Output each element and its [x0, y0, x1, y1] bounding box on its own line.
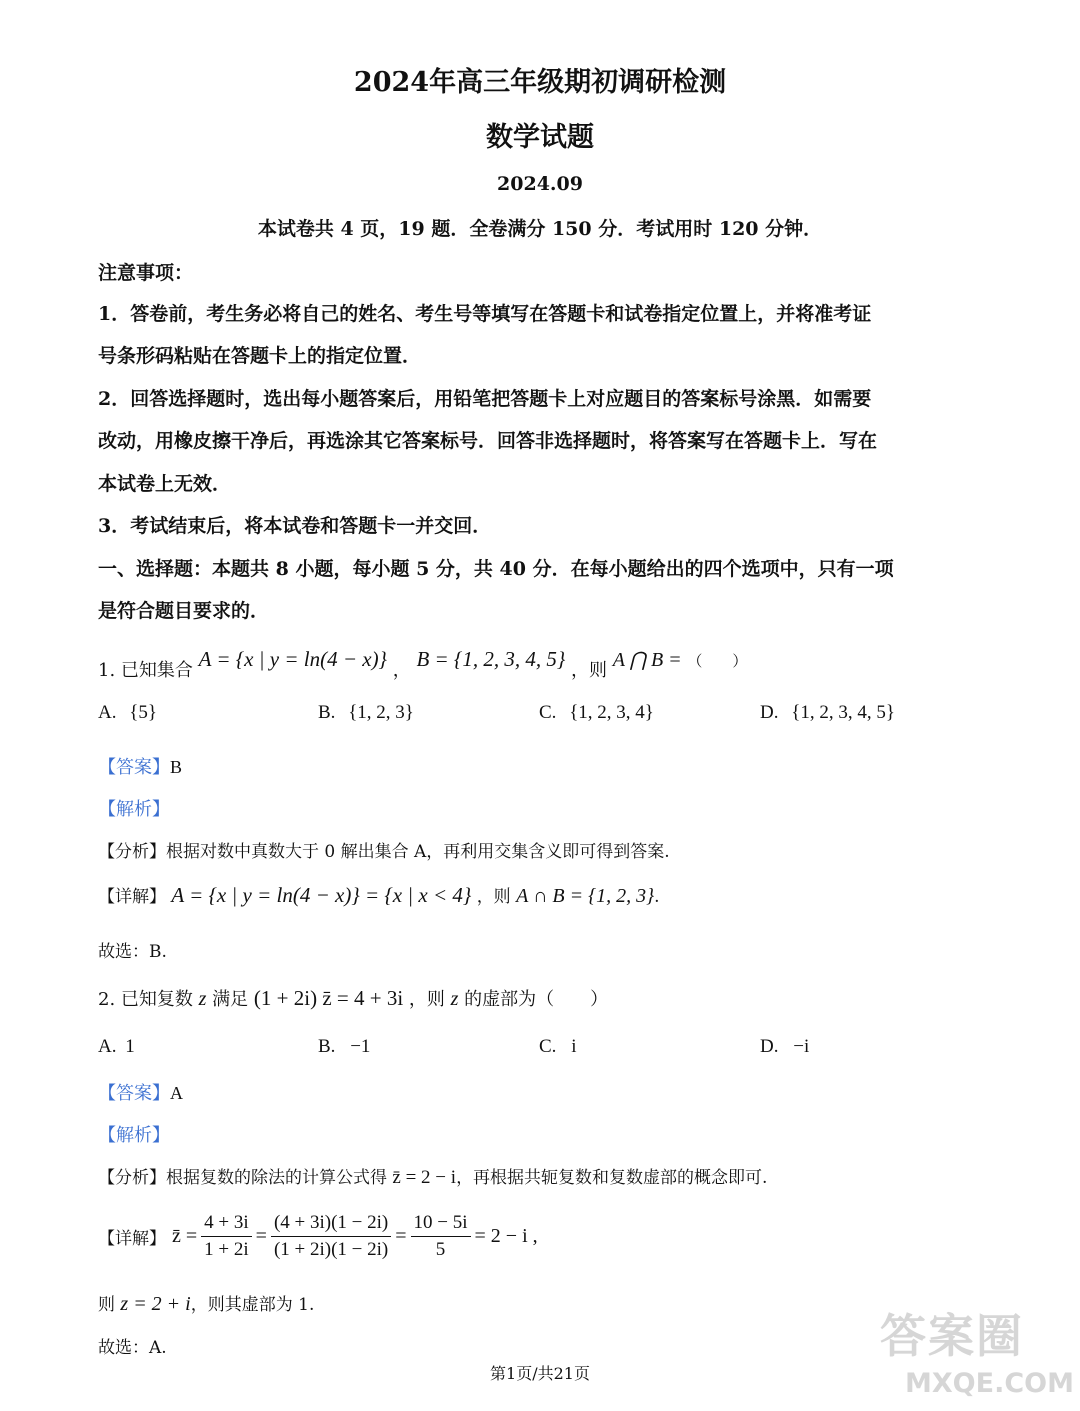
- q1-option-d[interactable]: [760, 702, 895, 724]
- q1-option-a-label: A.: [98, 702, 117, 723]
- notice-item3: 3．考试结束后，将本试卷和答题卡一并交回．: [98, 515, 492, 537]
- q2-option-d-label: D.: [760, 1036, 779, 1057]
- q1-comma: ，: [392, 660, 411, 681]
- q2-ask-pre: ，则: [408, 989, 445, 1010]
- q2-fraction-1-num: 4 + 3i: [201, 1212, 252, 1237]
- q2-then-expr: z = 2 + i: [120, 1293, 191, 1315]
- q1-option-b-value: {1, 2, 3}: [348, 702, 414, 723]
- q2-option-a-value: 1: [125, 1036, 135, 1057]
- section-heading-line1: 一、选择题：本题共 8 小题，每小题 5 分，共 40 分．在每小题给出的四个选项中，只有一项: [98, 558, 894, 580]
- q2-eq-sign-2: =: [395, 1224, 407, 1247]
- q2-option-c[interactable]: [539, 1036, 576, 1058]
- notice-item1-line1: 1．答卷前，考生务必将自己的姓名、考生号等填写在答题卡和试卷指定位置上，并将准考证: [98, 303, 872, 325]
- q1-option-c-label: C.: [539, 702, 557, 723]
- q2-fraction-3-num: 10 − 5i: [411, 1212, 471, 1237]
- q1-set-a: A = {x | y = ln(4 − x)}: [198, 647, 387, 671]
- q2-fenxi-post: ，再根据共轭复数和复数虚部的概念即可.: [456, 1168, 768, 1188]
- q2-fraction-2-num: (4 + 3i)(1 − 2i): [271, 1212, 391, 1237]
- q2-option-c-label: C.: [539, 1036, 557, 1057]
- q2-choose: 故选：A.: [98, 1338, 167, 1358]
- q2-option-b-value: −1: [350, 1036, 371, 1057]
- q1-fenxi-tag: 【分析】: [98, 842, 166, 862]
- exam-date: 2024.09: [497, 173, 583, 195]
- q2-analysis-tag: 【解析】: [98, 1125, 170, 1146]
- q1-option-b[interactable]: [318, 702, 414, 724]
- q2-answer: [98, 1079, 183, 1105]
- q1-analysis-tag: 【解析】: [98, 799, 170, 820]
- q2-lead: 2. 已知复数: [98, 989, 193, 1010]
- q2-option-c-value: i: [571, 1036, 577, 1057]
- q2-fenxi-tag: 【分析】: [98, 1168, 166, 1188]
- q2-fenxi-expr: z̄ = 2 − i: [392, 1167, 457, 1188]
- q1-detail: [98, 882, 660, 908]
- q2-detail: [98, 1205, 538, 1267]
- q2-equation: (1 + 2i) z̄ = 4 + 3i: [253, 986, 404, 1010]
- q1-option-d-label: D.: [760, 702, 779, 723]
- q2-z: z: [198, 988, 207, 1010]
- watermark-logo: 答案圈: [880, 1309, 1024, 1363]
- question-1-stem: [98, 646, 748, 681]
- q1-answer-tag: 【答案】: [98, 757, 170, 778]
- q1-option-c[interactable]: [539, 702, 654, 724]
- q2-answer-tag: 【答案】: [98, 1083, 170, 1104]
- q2-option-b-label: B.: [318, 1036, 336, 1057]
- q2-then: [98, 1290, 314, 1316]
- q2-option-b[interactable]: [318, 1036, 370, 1058]
- q1-detail-tag: 【详解】: [98, 887, 166, 907]
- q1-lead: 1. 已知集合: [98, 660, 193, 681]
- q2-option-d[interactable]: [760, 1036, 809, 1058]
- q2-fenxi: [98, 1163, 767, 1189]
- section-heading-line2: 是符合题目要求的．: [98, 600, 270, 622]
- q1-detail-end: .: [654, 887, 660, 907]
- q2-z-ref: z: [450, 988, 459, 1010]
- q2-fenxi-pre: 根据复数的除法的计算公式得: [166, 1168, 387, 1188]
- q2-then-pre: 则: [98, 1295, 115, 1315]
- q1-answer-value: B: [170, 757, 183, 777]
- q1-option-b-label: B.: [318, 702, 336, 723]
- notice-item1-line2: 号条形码粘贴在答题卡上的指定位置．: [98, 345, 422, 367]
- exam-subtitle: 数学试题: [486, 122, 594, 153]
- q1-answer: [98, 753, 182, 779]
- notice-item2-line2: 改动，用橡皮擦干净后，再选涂其它答案标号．回答非选择题时，将答案写在答题卡上．写在: [98, 430, 878, 452]
- q1-option-d-value: {1, 2, 3, 4, 5}: [791, 702, 895, 723]
- q2-fraction-2-den: (1 + 2i)(1 − 2i): [273, 1238, 389, 1260]
- notice-heading: 注意事项：: [98, 262, 194, 284]
- notice-item2-line1: 2．回答选择题时，选出每小题答案后，用铅笔把答题卡上对应题目的答案标号涂黑．如需要: [98, 388, 872, 410]
- q2-option-d-value: −i: [793, 1036, 810, 1057]
- q1-option-a[interactable]: [98, 702, 157, 724]
- q2-option-a-label: A.: [98, 1036, 117, 1057]
- q1-fenxi: [98, 837, 670, 862]
- q1-option-a-value: {5}: [129, 702, 157, 723]
- q1-ask-pre: ，则: [570, 660, 607, 681]
- q2-detail-tail: = 2 − i ,: [474, 1224, 538, 1247]
- q1-detail-expr: A = {x | y = ln(4 − x)} = {x | x < 4}: [171, 883, 472, 907]
- q2-eq-sign-1: =: [255, 1224, 267, 1247]
- q1-paren: （ ）: [687, 652, 748, 670]
- q2-fraction-2: [271, 1212, 391, 1261]
- q2-answer-value: A: [170, 1083, 183, 1103]
- q1-fenxi-text: 根据对数中真数大于 0 解出集合 A，再利用交集含义即可得到答案.: [166, 842, 670, 862]
- notice-item2-line3: 本试卷上无效．: [98, 473, 232, 495]
- q2-then-post: ，则其虚部为 1.: [190, 1295, 315, 1315]
- q1-ask-expr: A ⋂ B =: [612, 649, 682, 671]
- watermark-url: MXQE.COM: [905, 1368, 1074, 1399]
- q1-set-b: B = {1, 2, 3, 4, 5}: [416, 647, 566, 671]
- q2-fraction-3: [411, 1212, 471, 1261]
- q1-detail-mid: ，则: [476, 887, 511, 907]
- page-number: 第1页/共21页: [490, 1364, 590, 1383]
- q1-choose: 故选：B.: [98, 942, 167, 962]
- q1-option-c-value: {1, 2, 3, 4}: [569, 702, 654, 723]
- exam-title: 2024年高三年级期初调研检测: [353, 67, 727, 98]
- question-2-stem: [98, 985, 608, 1011]
- q2-fraction-1: [201, 1212, 252, 1261]
- q2-option-a[interactable]: [98, 1036, 135, 1058]
- q2-fraction-3-den: 5: [435, 1238, 446, 1260]
- q2-detail-tag: 【详解】: [98, 1228, 166, 1249]
- exam-info: 本试卷共 4 页，19 题．全卷满分 150 分．考试用时 120 分钟．: [257, 218, 823, 240]
- q2-ask-end: 的虚部为（ ）: [464, 989, 609, 1010]
- q2-fraction-1-den: 1 + 2i: [204, 1238, 249, 1260]
- q2-detail-lhs: z̄ =: [172, 1224, 198, 1247]
- q2-satisfy: 满足: [212, 989, 249, 1010]
- q1-detail-expr2: A ∩ B = {1, 2, 3}: [516, 885, 655, 907]
